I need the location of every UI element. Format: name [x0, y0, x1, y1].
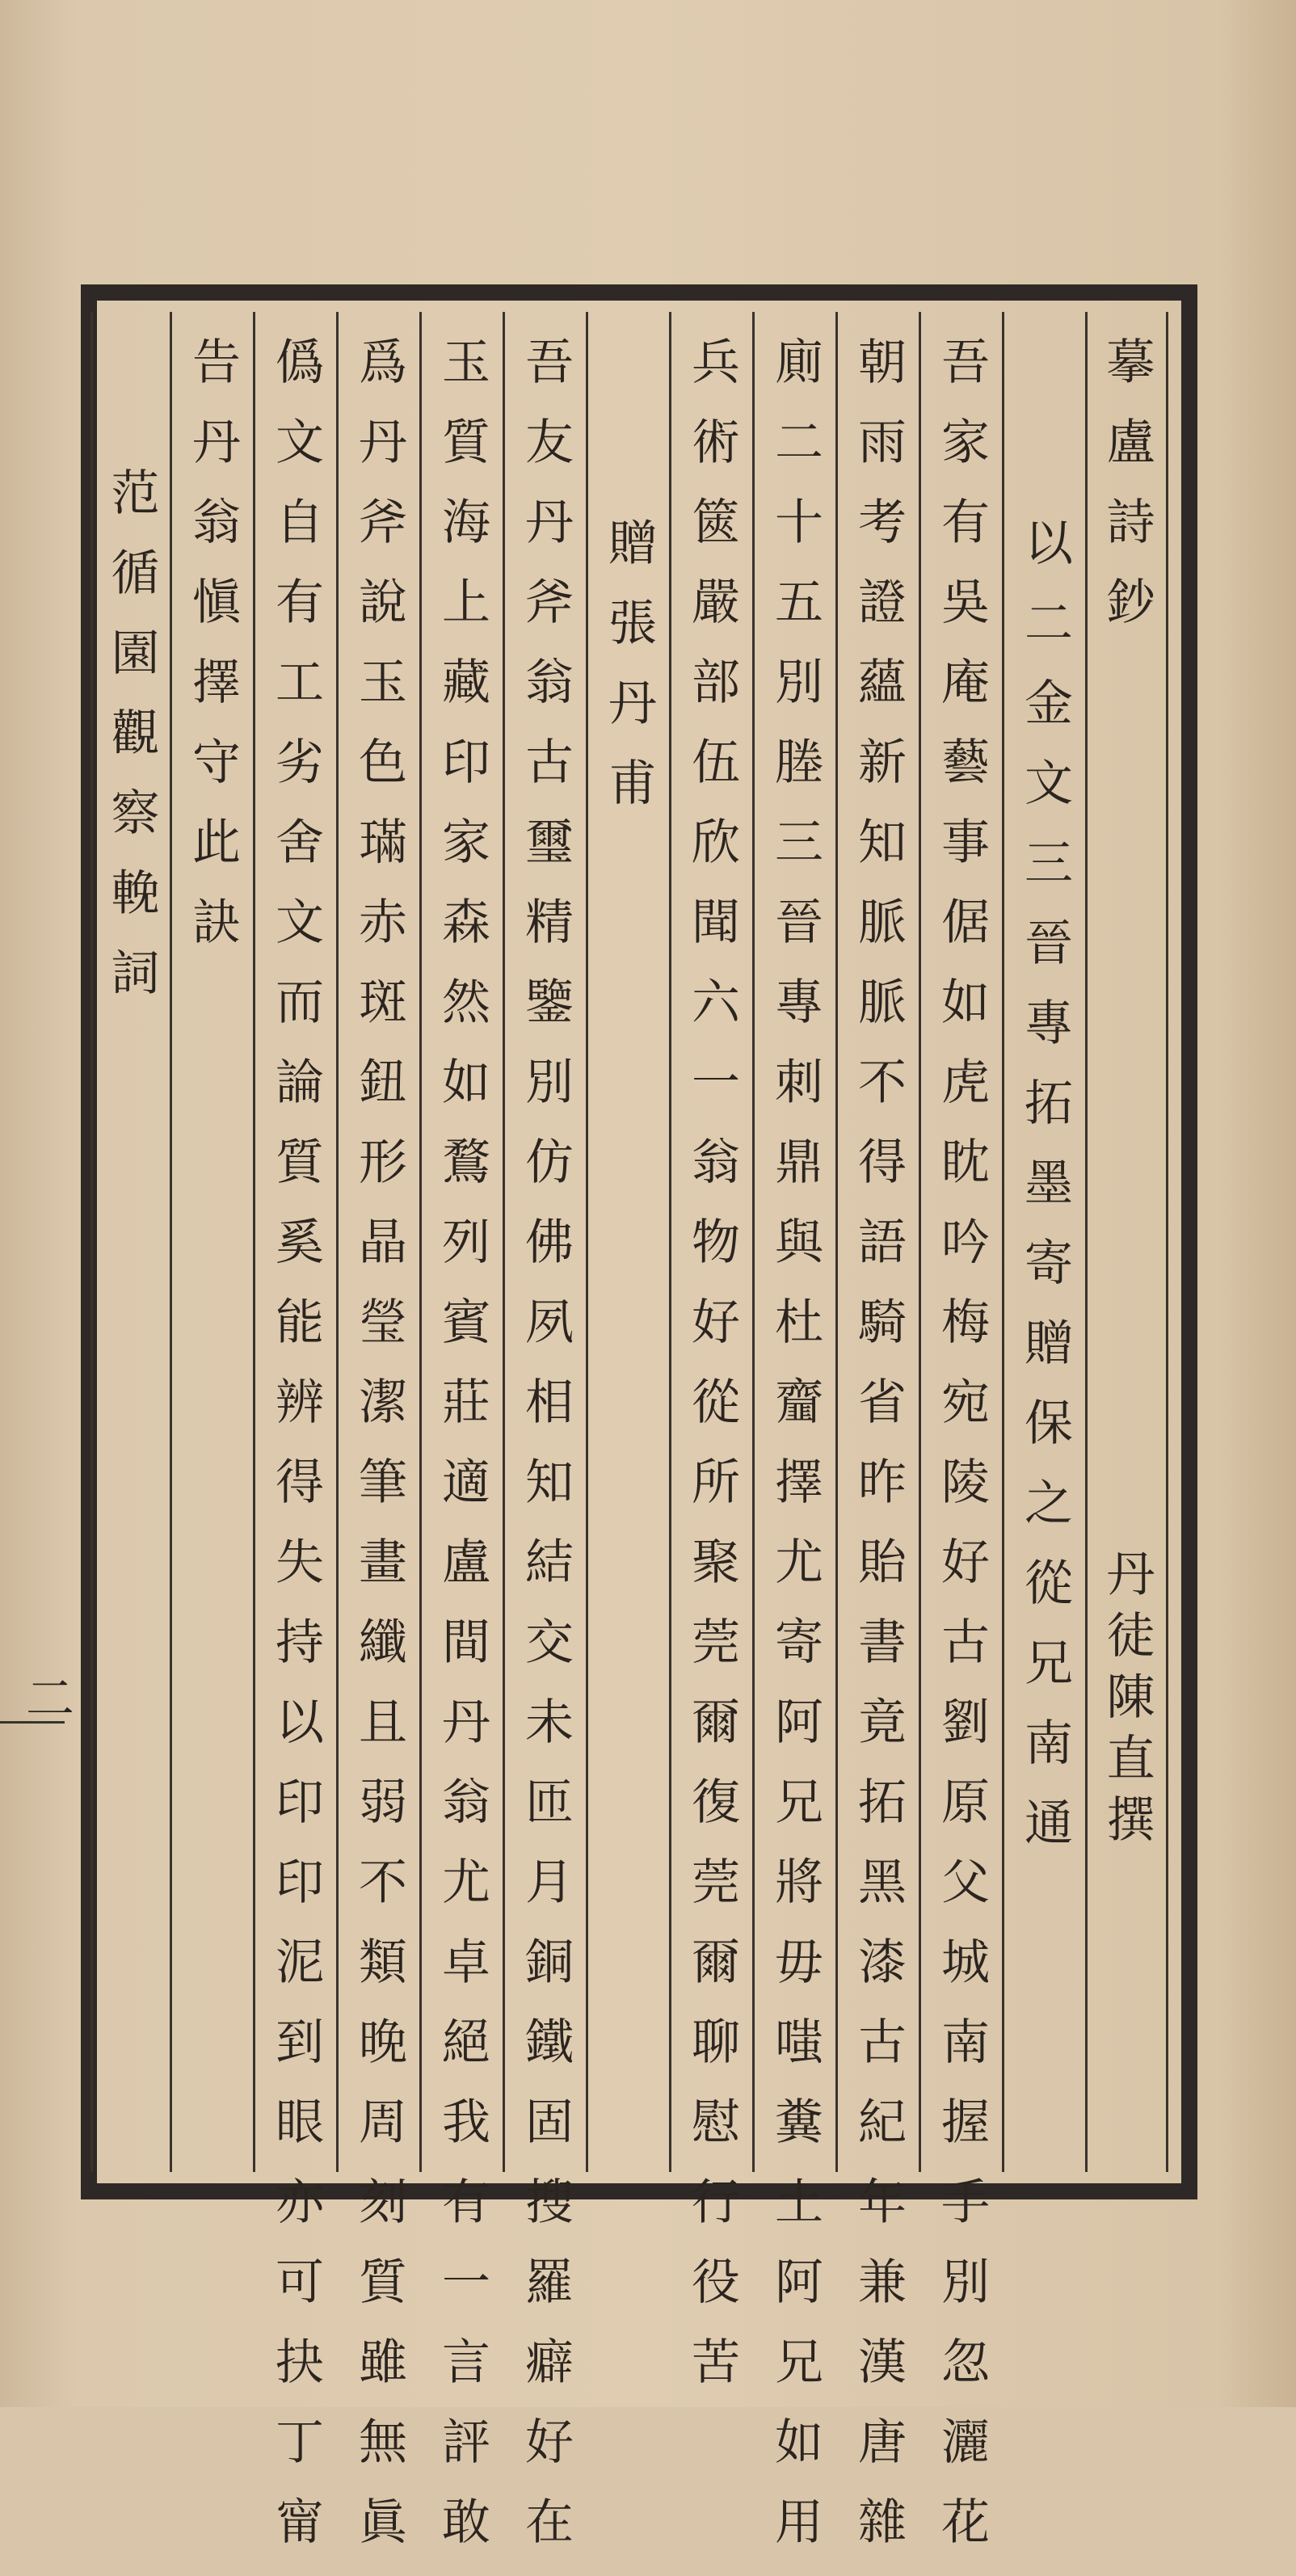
column-poem2-title	[586, 312, 669, 2172]
verse-line: 爲丹斧說玉色璊赤斑鈕形晶瑩潔筆畫纖且弱不類晚周刻質雖無眞	[351, 336, 407, 2576]
book-title: 摹盧詩鈔	[1098, 336, 1155, 656]
verse-line: 僞文自有工劣舍文而論質奚能辨得失持以印印泥到眼亦可抉丁甯	[267, 336, 324, 2576]
column-text	[669, 312, 752, 2416]
verse-line: 兵術篋嚴部伍欣聞六一翁物好從所聚莞爾復莞爾聊慰行役苦	[684, 336, 740, 2416]
verse-line: 告丹翁愼擇守此訣	[184, 336, 241, 976]
verse-line: 玉質海上藏印家森然如鶩列賓莊適盧間丹翁尤卓絕我有一言評敢	[434, 336, 490, 2576]
page-number: 二	[18, 1673, 74, 1721]
column-text	[919, 312, 1002, 2576]
column-poem3-title	[90, 312, 170, 2172]
column-text	[419, 312, 503, 2576]
verse-line: 廁二十五別塍三晉專刺鼎與杜齏擇尤寄阿兄將毋嗤糞土阿兄如用	[767, 336, 823, 2576]
column-text	[253, 312, 336, 2576]
column-text	[835, 312, 919, 2576]
verse-line: 吾家有吳庵藝事倨如虎眈吟梅宛陵好古劉原父城南握手別忽灑花	[933, 336, 990, 2576]
poem-title: 以二金文三晉專拓墨寄贈保之從兄南通	[1016, 517, 1073, 1877]
column-poem1-title	[1002, 312, 1085, 2172]
column-text	[170, 312, 253, 2172]
poem-title: 范循園觀察輓詞	[103, 467, 160, 1027]
poem-title: 贈張丹甫	[600, 517, 657, 837]
page-frame	[81, 284, 1197, 2576]
column-title	[1085, 312, 1168, 2172]
page-margin-mark	[0, 1721, 65, 1724]
column-text	[503, 312, 586, 2576]
verse-line: 吾友丹斧翁古璽精鑒別仿佛夙相知結交未匝月銅鐵固搜羅癖好在	[517, 336, 574, 2576]
verse-line: 朝雨考證蘊新知脈脈不得語騎省昨貽書竟拓黑漆古紀年兼漢唐雜	[850, 336, 907, 2576]
author-line: 丹徒陳直撰	[1098, 1548, 1155, 1855]
column-text	[752, 312, 835, 2576]
text-grid	[103, 312, 1168, 2576]
column-text	[336, 312, 419, 2576]
